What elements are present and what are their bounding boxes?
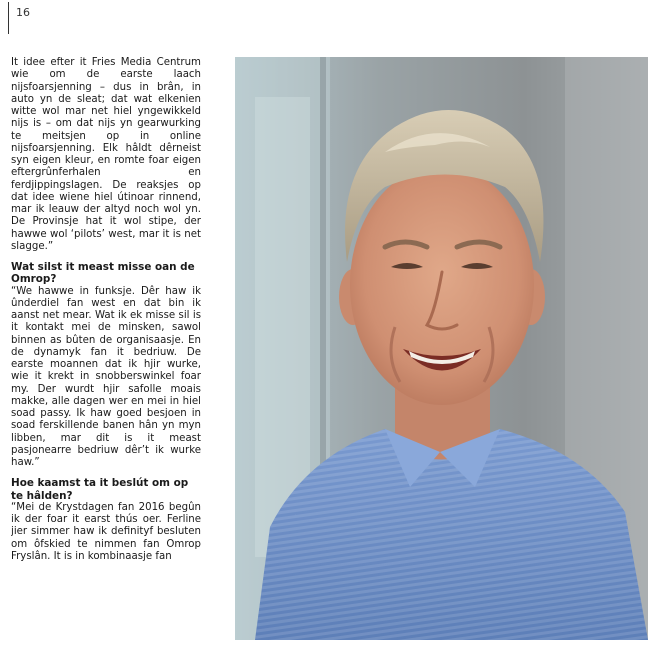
question-heading: Hoe kaamst ta it beslút om op te hâlden? bbox=[11, 477, 189, 502]
article-column bbox=[11, 57, 201, 647]
answer-paragraph: “We hawwe in funksje. Dêr haw ik ûnderdiel fan west en dat bin ik aanst net mear. Wat ik ek misse sil is it kontakt mei de minsken, sawol binnen as bûten de organisaasje. En de dynamyk fan it bedriuw. De earste moannen dat ik hjir wurke, wie it krekt in snobberswinkel foar my. Der wurdt hjir safolle moais makke, alle dagen wer en mei in hiel soad passy. Ik haw goed besjoen in soad ferskillende banen hân yn myn libben, mar dit is it meast pasjonearre bedriuw dêr’t ik wurke haw.” bbox=[11, 285, 201, 468]
portrait-photo bbox=[235, 57, 648, 640]
page-number: 16 bbox=[16, 6, 30, 19]
question-heading: Wat silst it meast misse oan de Omrop? bbox=[11, 261, 195, 286]
answer-paragraph: “Mei de Krystdagen fan 2016 begûn ik der foar it earst thús oer. Ferline jier simmer haw ik definityf besluten om ôfskied te nimmen fan Omrop Fryslân. It is in kombinaasje fan bbox=[11, 501, 201, 562]
page-number-rule bbox=[8, 2, 9, 34]
intro-paragraph: It idee efter it Fries Media Centrum wie om de earste laach nijsfoarsjenning – dus in brân, in auto yn de sleat; dat wat elkenien witte wol mar net hiel yngewikkeld nijs is – om dat nijs yn gearwurking te meitsjen op in online nijsfoarsjenning. Elk hâldt dêrneist syn eigen kleur, en romte foar eigen eftergrûnferhalen en ferdjippingslagen. De reaksjes op dat idee wiene hiel útinoar rinnend, mar ik leauw der altyd noch wol yn. De Provinsje hat it wol stipe, der hawwe wol ‘pilots’ west, mar it is net slagge.” bbox=[11, 57, 201, 252]
